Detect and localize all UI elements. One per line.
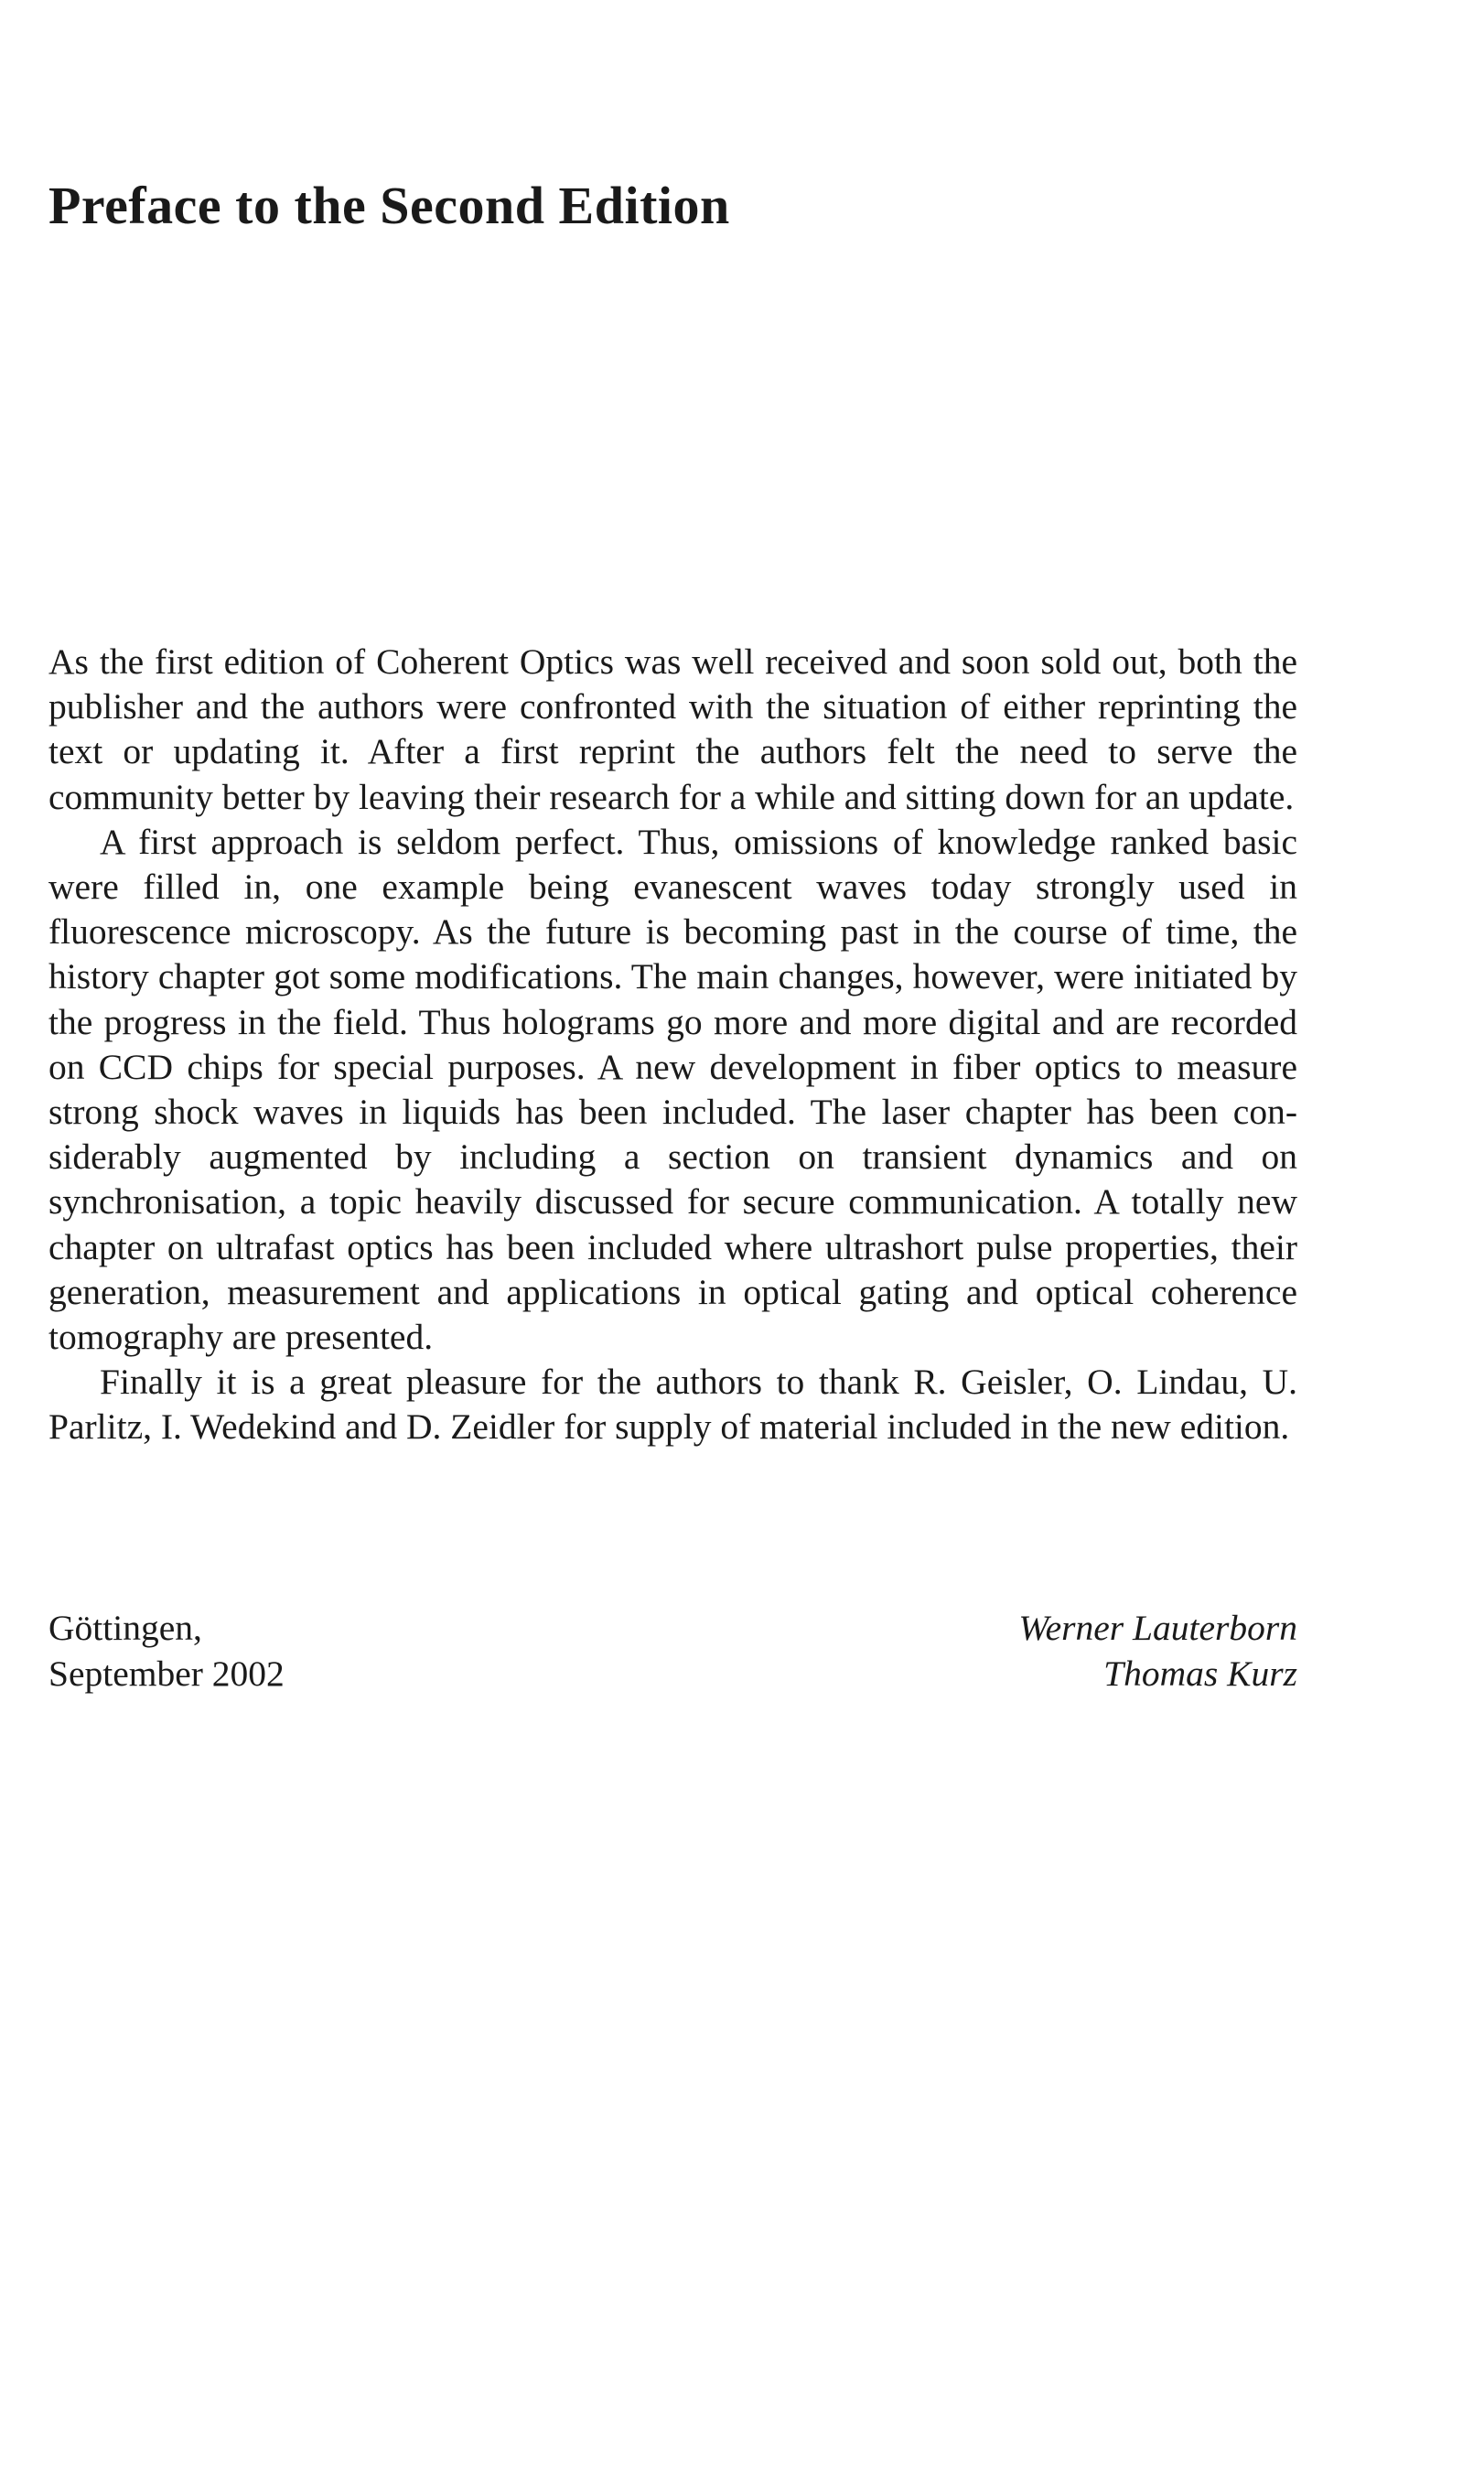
signature-date: September 2002 <box>48 1653 285 1694</box>
author-names <box>1018 1606 1297 1696</box>
paragraph-1: As the first edition of Coherent Optics was well received and soon sold out, both the publisher and the authors were confronted with the situation of either reprinting the text or updating it. After a first reprint the authors felt the need to serve the community better by leaving their research for a while and sitting down for an update. <box>48 641 1297 817</box>
author-2: Thomas Kurz <box>1103 1653 1297 1694</box>
paragraph-2: A first approach is seldom perfect. Thus, omissions of knowledge ranked basic were filled in, one example being evanescent waves today strongly used in fluorescence microscopy. As the future is becoming past in the course of time, the history chapter got some modifications. The main changes, however, were initiated by the progress in the field. Thus holograms go more and more digital and are recorded on CCD chips for special purposes. A new development in fiber optics to measure strong shock waves in liquids has been included. The laser chapter has been considerably augmented by including a section on transient dynamics and on synchronisation, a topic heavily discussed for secure communication. A totally new chapter on ultrafast optics has been included where ultrashort pulse properties, their generation, measurement and applications in optical gating and optical coherence tomography are presented. <box>48 821 1297 1358</box>
signature-place: Göttingen, <box>48 1608 202 1648</box>
preface-body <box>48 640 1297 1450</box>
paragraph-3: Finally it is a great pleasure for the authors to thank R. Geisler, O. Lindau, U. Parlitz, I. Wedekind and D. Zeidler for supply of material included in the new edition. <box>48 1362 1297 1448</box>
author-1: Werner Lauterborn <box>1018 1608 1297 1648</box>
page-title: Preface to the Second Edition <box>48 176 730 235</box>
place-date <box>48 1606 285 1696</box>
